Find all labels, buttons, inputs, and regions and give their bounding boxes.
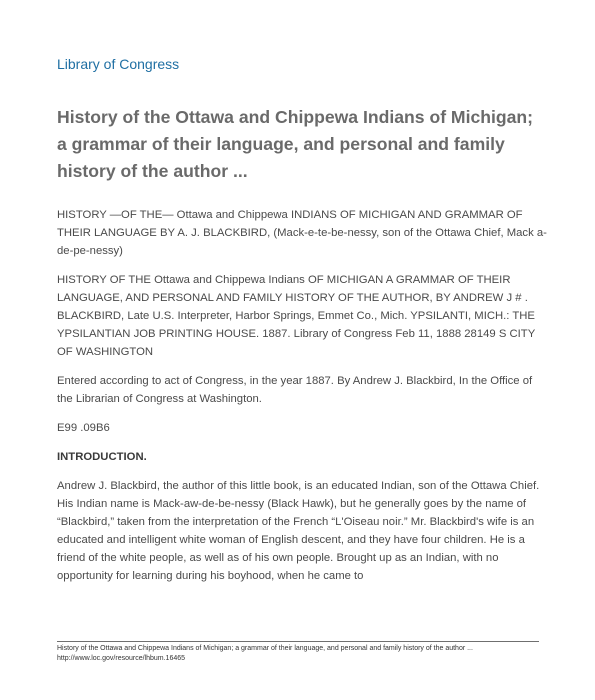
page-footer (57, 641, 539, 664)
call-number: E99 .09B6 (57, 422, 110, 434)
library-of-congress-link[interactable]: Library of Congress (57, 56, 180, 72)
introduction-paragraph: Andrew J. Blackbird, the author of this little book, is an educated Indian, son of the Ottawa Chief. His Indian name is Mack-aw-de-be-nessy (Black Hawk), but he generally goes by the name of “Blackbird,” taken from the interpretation of the French “L'Oiseau noir.” Mr. Blackbird's wife is an educated and intelligent white woman of English descent, and they have four children. He is a friend of the white people, as well as of his own people. Brought up as an Indian, with no opportunity for learning during his boyhood, when he came to (57, 480, 540, 582)
imprint-paragraph: HISTORY OF THE Ottawa and Chippewa Indians OF MICHIGAN A GRAMMAR OF THEIR LANGUAGE, AND PERSONAL AND FAMILY HISTORY OF THE AUTHOR, BY ANDREW J # . BLACKBIRD, Late U.S. Interpreter, Harbor Springs, Emmet Co., Mich. YPSILANTI, MICH.: THE YPSILANTIAN JOB PRINTING HOUSE. 1887. Library of Congress Feb 11, 1888 28149 S CITY OF WASHINGTON (57, 274, 536, 358)
document-body (57, 206, 547, 596)
title-page-paragraph: HISTORY —OF THE— Ottawa and Chippewa INDIANS OF MICHIGAN AND GRAMMAR OF THEIR LANGUAGE BY A. J. BLACKBIRD, (Mack-e-te-be-nessy, son of the Ottawa Chief, Mack a-de-pe-nessy) (57, 209, 547, 257)
footer-citation: History of the Ottawa and Chippewa Indians of Michigan; a grammar of their language, and personal and family history of the author ... (57, 645, 473, 652)
section-heading: INTRODUCTION. (57, 451, 147, 463)
copyright-paragraph: Entered according to act of Congress, in the year 1887. By Andrew J. Blackbird, In the Office of the Librarian of Congress at Washington. (57, 375, 533, 405)
document-title: History of the Ottawa and Chippewa Indians of Michigan; a grammar of their language, and personal and family history of the author ... (57, 107, 534, 181)
footer-url[interactable]: http://www.loc.gov/resource/lhbum.16465 (57, 655, 186, 662)
